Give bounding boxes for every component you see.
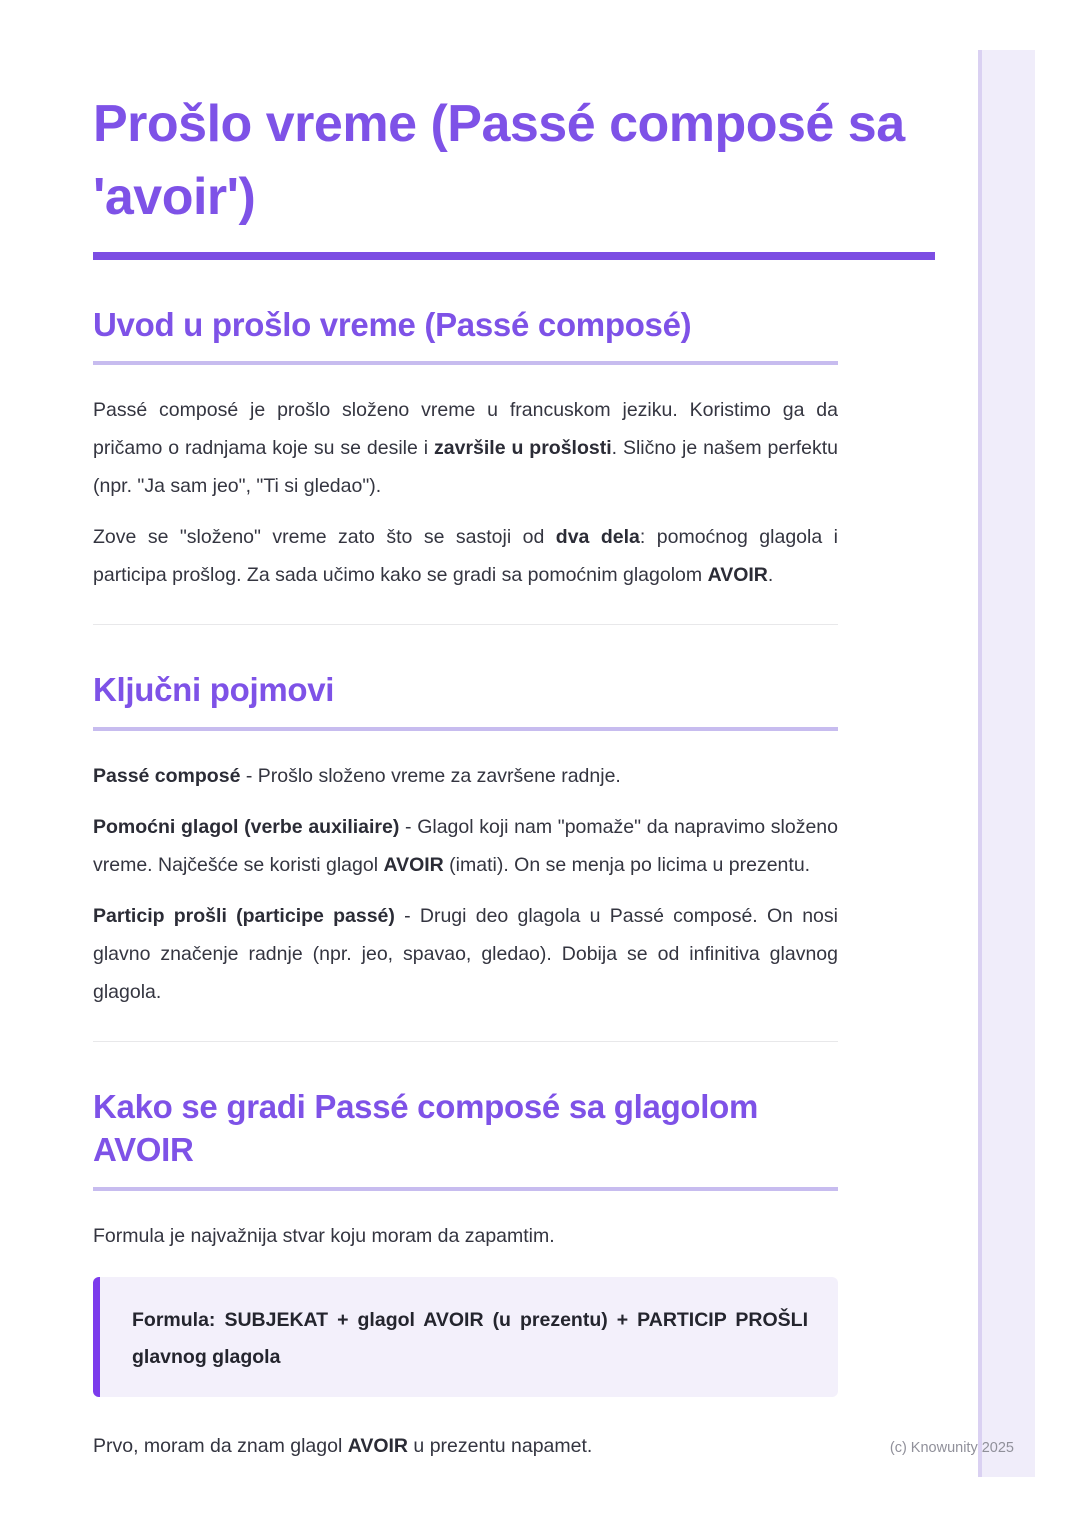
side-accent-stripe [978,50,1035,1477]
section-heading-underline [93,361,838,365]
section-heading: Ključni pojmovi [93,671,335,709]
section-divider [93,624,838,625]
section-heading-underline [93,1187,838,1191]
paragraph: Passé composé - Prošlo složeno vreme za završene radnje. [93,765,621,788]
paragraph: Zove se "složeno" vreme zato što se sastoji od dva dela: pomoćnog glagola i participa prošlog. Za sada učimo kako se gradi sa pomoćnim glagolom AVOIR. [93,526,838,587]
section-heading: Kako se gradi Passé composé sa glagolom AVOIR [93,1088,759,1169]
section-kljucni-pojmovi [93,669,838,1011]
section-divider [93,1041,838,1042]
paragraph: Prvo, moram da znam glagol AVOIR u prezentu napamet. [93,1435,593,1458]
formula-callout [93,1277,838,1397]
section-uvod [93,304,838,595]
formula-text: Formula: SUBJEKAT + glagol AVOIR (u prezentu) + PARTICIP PROŠLI glavnog glagola [132,1309,808,1369]
paragraph: Formula je najvažnija stvar koju moram da zapamtim. [93,1225,555,1248]
watermark-text: (c) Knowunity 2025 [889,1440,1014,1456]
section-heading-underline [93,727,838,731]
paragraph: Pomoćni glagol (verbe auxiliaire) - Glagol koji nam "pomaže" da napravimo složeno vreme. Najčešće se koristi glagol AVOIR (imati). On se menja po licima u prezentu. [93,816,838,877]
paragraph: Particip prošli (participe passé) - Drugi deo glagola u Passé composé. On nosi glavno značenje radnje (npr. jeo, spavao, gledao). Dobija se od infinitiva glavnog glagola. [93,905,838,1004]
paragraph: Passé composé je prošlo složeno vreme u francuskom jeziku. Koristimo ga da pričamo o radnjama koje su se desile i završile u prošlosti. Slično je našem perfektu (npr. "Ja sam jeo", "Ti si gledao"). [93,399,838,498]
section-kako-se-gradi [93,1086,838,1465]
section-heading: Uvod u prošlo vreme (Passé composé) [93,305,692,343]
page-title: Prošlo vreme (Passé composé sa 'avoir') [93,95,905,226]
title-rule [93,252,935,260]
